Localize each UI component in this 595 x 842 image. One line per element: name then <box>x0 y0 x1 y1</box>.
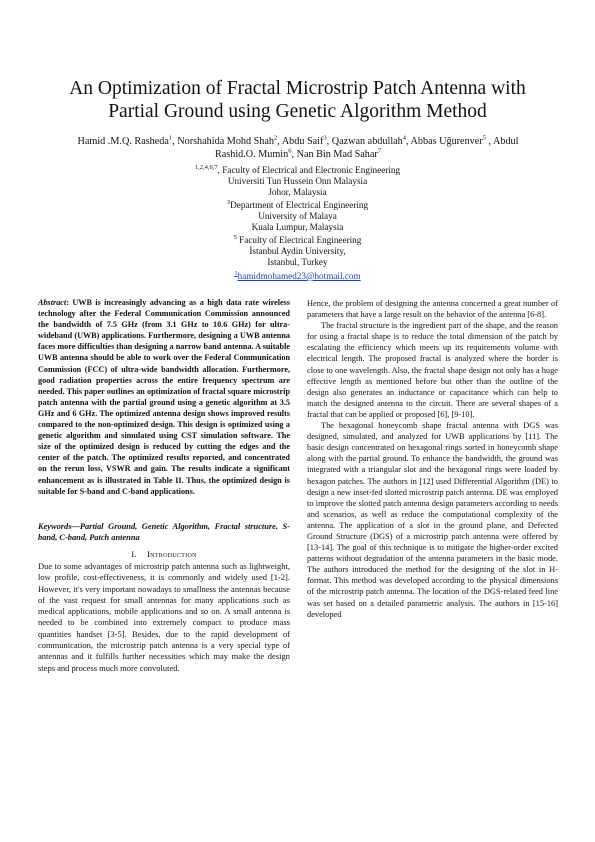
email-line: $^1$hamidmohamed23@hotmail.com <box>234 269 361 281</box>
author-list: Hamid .M.Q. Rasheda$^1$, Norshahida Mohd Shah$^2$, Abdu Saif$^3$, Qazwan abdullah$^4$, Abbas Uğurenver$^5$ , Abdul Rashid.O. Mumin$^6$, Nan Bin Mad Sahar$^7$ <box>77 134 519 160</box>
author: Qazwan abdullah$^4$ <box>331 134 407 147</box>
email-link[interactable]: hamidmohamed23@hotmail.com <box>237 271 361 281</box>
affiliation-3: $^5$ Faculty of Electrical Engineering İstanbul Aydin University, Istanbul, Turkey <box>233 233 362 267</box>
author: Nan Bin Mad Sahar$^7$ <box>296 147 382 160</box>
paragraph: The fractal structure is the ingredient part of the shape, and the reason for using a fractal shape is to reduce the total dimension of the patch by escalating the efficiency which meets up its requirements volume with electrical length. The proposed fractal is analyzed where the border is close to one wavelength. Also, the fractal shape design not only has a huge effective length as mentioned before but other than the outline of the design also generates an inductance or capacitance which can help to match the designed antenna to the circuit. There are several shapes of a fractal that can be applied or proposed [6], [9-10]. <box>307 321 558 419</box>
paper-title <box>40 77 555 123</box>
intro-paragraph: Due to some advantages of microstrip patch antenna such as lightweight, low profile, cost-effectiveness, it is commonly and widely used [1-2]. However, it's very important nowadays to smallness the antennas because of the vast request for small antennas for many applications such as medical applications, mobile applications and so on. A small antenna is needed to be combined into extremely compact to produce mass quantities handset [3-5]. Besides, due to the rapid development of communication, the microstrip patch antenna is a very special type of antennas and it fulfills further necessities which may make the design steps and process much more convoluted. <box>38 561 290 673</box>
abstract-label: Abstract <box>38 298 67 307</box>
author: Abbas Uğurenver$^5$ <box>410 134 486 147</box>
paragraph: Hence, the problem of designing the antenna concerned a great number of parameters that have a large result on the behavior of the antenna [6-8]. <box>307 299 558 320</box>
author: Norshahida Mohd Shah$^2$ <box>177 134 278 147</box>
paragraph: The hexagonal honeycomb shape fractal antenna with DGS was designed, simulated, and analyzed for UWB applications by [11]. The basic design concentrated on hexagonal rings sorted in honeycomb shape along with the partial ground. To enhance the bandwidth, the ground was integrated with a triangular slot and the hexagonal rings were loaded by hexagon patches. The authors in [12] used Differential Algorithm (DE) to design a new inset-fed slotted microstrip patch antenna. DE was employed to improve the slotted patch antenna design parameters according to needs and scenarios, as well as reduce the computational complexity of the antenna. The application of a slot in the ground plane, and Defected Ground Structure (DGS) of a microstrip patch antenna were offered by [13-14]. The goal of this technique is to mitigate the higher-order excited patterns without degradation of the antenna parameters in the basic mode. The authors introduced the method for the designing of the slot in H-format. This method was developed according to the physical dimensions of the microstrip patch antenna. The location of the DGS-related feed line was set based on a detailed parametric analysis. The authors in [15-16] developed <box>307 421 558 619</box>
author: Abdul Rashid.O. Mumin$^6$ <box>214 136 519 160</box>
affiliation-1: $^{1,2,4,6,7}$, Faculty of Electrical and Electronic Engineering Universiti Tun Hussein Onn Malaysia Johor, Malaysia <box>194 163 401 197</box>
section-heading: I. Introduction <box>131 549 197 559</box>
affiliation-2: $^3$Department of Electrical Engineering University of Malaya Kuala Lumpur, Malaysia <box>226 198 369 232</box>
title-line-1: An Optimization of Fractal Microstrip Patch Antenna with <box>69 78 526 99</box>
abstract <box>38 297 290 497</box>
abstract-text: : UWB is increasingly advancing as a high data rate wireless technology after the Federal Communication Commission announced the bandwidth of 7.5 GHz (from 3.1 GHz to 10.6 GHz) for ultra-wideband (UWB) applications. Furthermore, designing a UWB antenna faces more difficulties than designing a narrow band antenna. A suitable UWB antenna should be able to work over the Federal Communication Commission (FCC) of ultra-wide bandwidth allocation. Furthermore, good radiation properties across the entire frequency spectrum are needed. This paper outlines an optimization of fractal square microstrip patch antenna with the partial ground using a genetic algorithm at 3.5 GHz and 6 GHz. The optimized antenna design shows improved results compared to the non-optimized design. This design is optimized using a genetic algorithm and simulated using CST simulation software. The size of the optimized design is reduced by cutting the edges and the center of the patch. The optimized results reported, and concentrated on the rerun loss, VSWR and gain. The results indicate a significant enhancement as is illustrated in Table II. Thus, the optimized design is suitable for S-band and C-band applications. <box>38 298 290 496</box>
author: Hamid .M.Q. Rasheda$^1$ <box>77 134 173 147</box>
title-line-2: Partial Ground using Genetic Algorithm Method <box>108 101 487 122</box>
keywords: Keywords—Partial Ground, Genetic Algorithm, Fractal structure, S-band, C-band, Patch antenna <box>38 522 290 542</box>
author: Abdu Saif$^3$ <box>281 134 327 147</box>
right-column <box>307 298 558 620</box>
